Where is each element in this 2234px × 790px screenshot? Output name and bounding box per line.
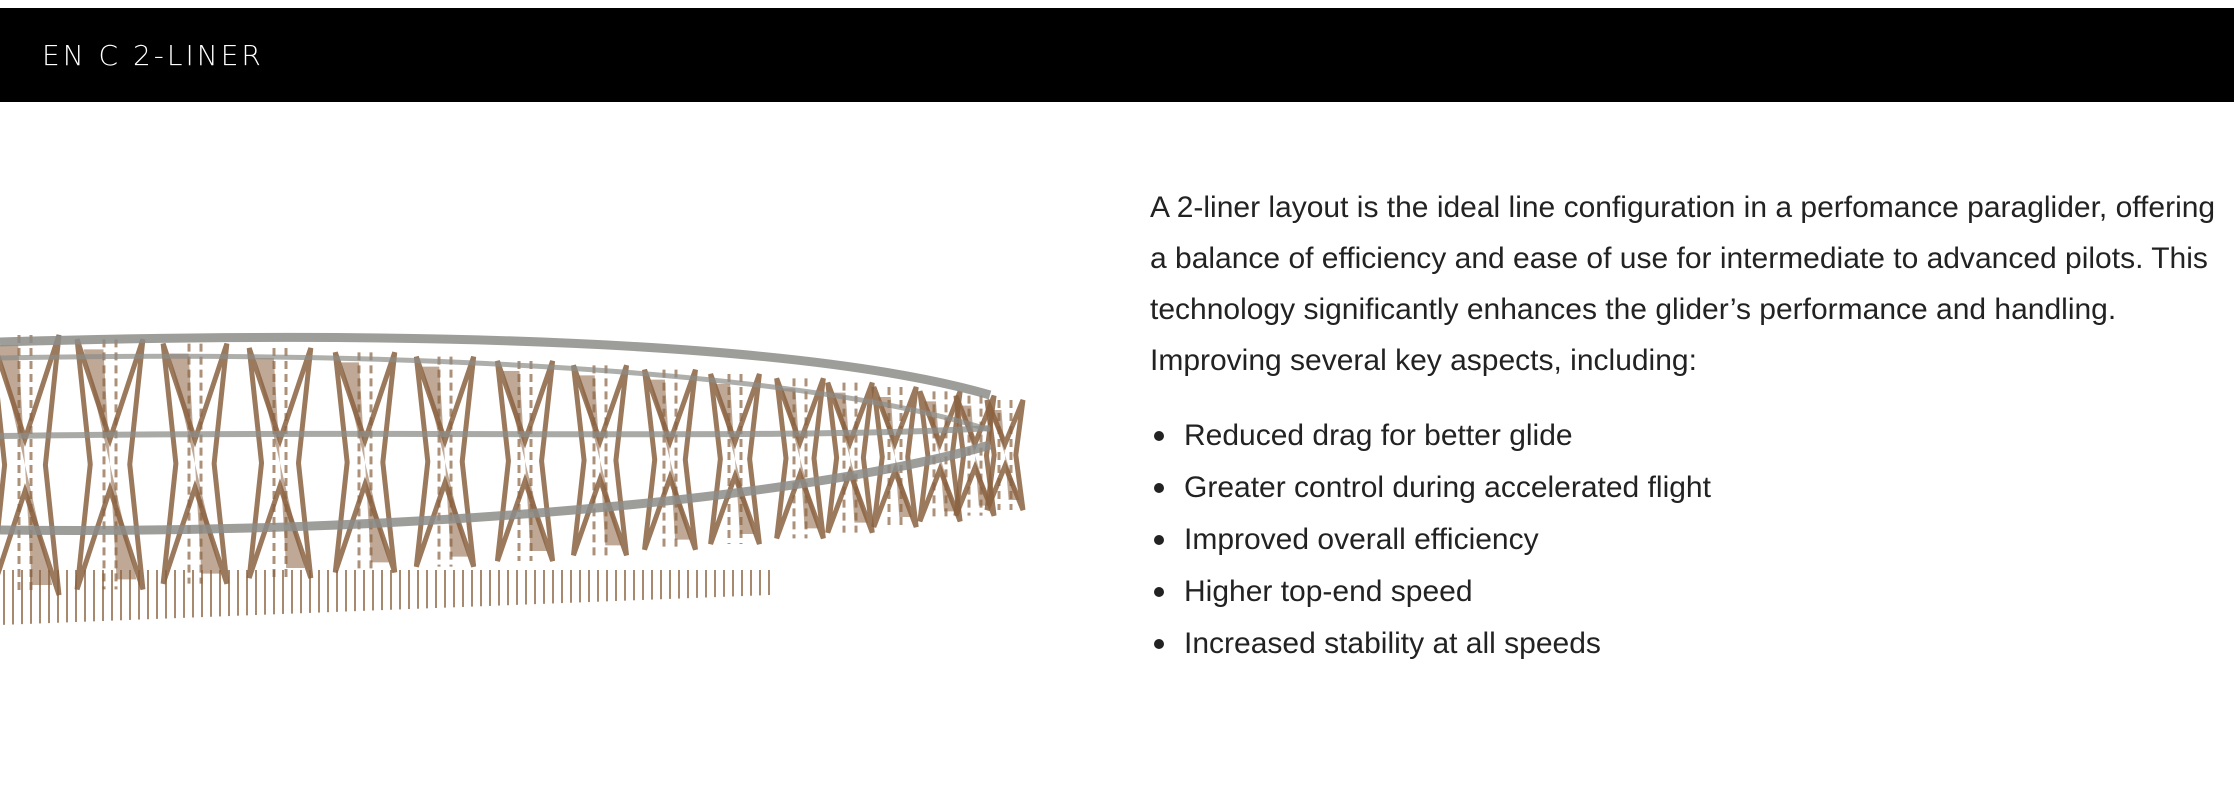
paraglider-rib-structure-icon [0,280,1050,640]
bullet-icon [1154,587,1164,597]
wing-structure-illustration [0,280,1050,640]
intro-paragraph: A 2-liner layout is the ideal line configuration in a perfomance paraglider, offering a balance of efficiency and ease of use for intermediate to advanced pilots. This technology significantly enhances the glider’s performance and handling. Improving several key aspects, including: [1150,191,2216,377]
list-item [1150,462,2230,514]
benefit-label: Greater control during accelerated flight [1184,471,1711,504]
list-item [1150,410,2230,462]
benefit-label: Increased stability at all speeds [1184,627,1601,660]
benefit-label: Higher top-end speed [1184,575,1473,608]
list-item [1150,514,2230,566]
bullet-icon [1154,639,1164,649]
section-title: EN C 2-LINER [42,38,264,72]
bullet-icon [1154,431,1164,441]
benefit-label: Reduced drag for better glide [1184,419,1573,452]
bullet-icon [1154,483,1164,493]
list-item [1150,566,2230,618]
content-section [1150,182,2230,670]
benefit-label: Improved overall efficiency [1184,523,1539,556]
list-item [1150,618,2230,670]
section-header [0,8,2234,102]
bullet-icon [1154,535,1164,545]
benefits-list [1150,410,2230,670]
